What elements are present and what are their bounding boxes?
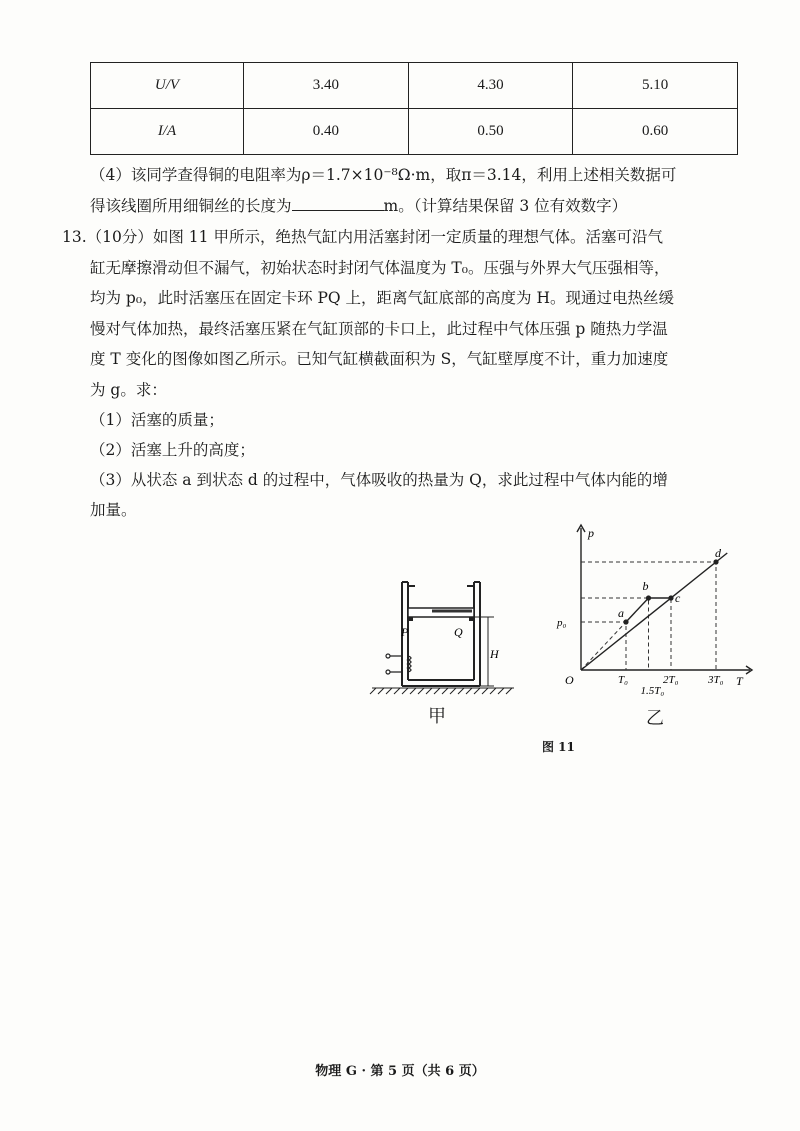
segment-origin-a (581, 622, 626, 670)
label-h: H (490, 647, 499, 661)
caption-jia: 甲 (428, 706, 446, 727)
point-label-d: d (715, 546, 721, 560)
q12-line2-post: m。（计算结果保留 3 位有效数字） (383, 197, 628, 215)
p-t-chart (555, 520, 760, 705)
q13-line: 13.（10分）如图 11 甲所示，绝热气缸内用活塞封闭一定质量的理想气体。活塞可沿气 (62, 228, 663, 246)
stop-q (469, 617, 474, 621)
y-axis-label: p (588, 526, 594, 540)
q12-part4-line1: （4）该同学查得铜的电阻率为ρ＝1.7×10⁻⁸Ω·m，取π＝3.14，利用上述相关数据可 (90, 166, 677, 184)
table-cell: 0.50 (408, 109, 573, 155)
q13-sub-1: （1）活塞的质量； (90, 411, 224, 429)
isochoric-line (581, 553, 727, 670)
q13-sub-3-cont: 加量。 (90, 501, 137, 519)
label-q: Q (454, 625, 463, 639)
table-row (91, 109, 738, 155)
label-p: P (401, 625, 409, 639)
table-cell: 0.60 (573, 109, 738, 155)
row-label: U/V (91, 63, 244, 109)
q13-sub-2: （2）活塞上升的高度； (90, 441, 255, 459)
q12-line2-pre: 得该线圈所用细铜丝的长度为 (90, 197, 292, 215)
ground-hatch (370, 688, 514, 694)
point-d (713, 559, 718, 564)
point-b (646, 595, 651, 600)
measurement-table (90, 62, 738, 155)
cylinder-diagram (368, 570, 518, 695)
q13-line: 慢对气体加热，最终活塞压紧在气缸顶部的卡口上，此过程中气体压强 p 随热力学温 (90, 320, 668, 338)
stop-p (408, 617, 413, 621)
q13-line: 均为 p₀，此时活塞压在固定卡环 PQ 上，距离气缸底部的高度为 H。现通过电热丝缓 (90, 289, 674, 307)
table-row (91, 63, 738, 109)
q12-part4-line2 (90, 198, 627, 215)
page-footer: 物理 G · 第 5 页（共 6 页） (315, 1064, 485, 1079)
x-tick-label: T₀ (618, 674, 628, 686)
point-label-b: b (642, 579, 649, 593)
point-label-a: a (618, 606, 624, 620)
figure-caption: 图 11 (542, 740, 575, 754)
piston-mass-strip (432, 610, 472, 613)
answer-blank (292, 198, 384, 211)
point-a (623, 619, 628, 624)
caption-yi: 乙 (646, 708, 664, 729)
cylinder-right-wall (474, 582, 480, 686)
cylinder-bottom (402, 680, 480, 686)
point-c (668, 595, 673, 600)
table-cell: 4.30 (408, 63, 573, 109)
q13-line: 为 g。求： (90, 381, 167, 399)
x-axis-label: T (736, 674, 743, 688)
q13-line: 度 T 变化的图像如图乙所示。已知气缸横截面积为 S，气缸壁厚度不计，重力加速度 (90, 350, 669, 368)
origin-label: O (565, 673, 574, 687)
table-cell: 3.40 (244, 63, 409, 109)
x-tick-label: 2T₀ (663, 674, 679, 686)
q13-sub-3: （3）从状态 a 到状态 d 的过程中，气体吸收的热量为 Q，求此过程中气体内能的增 (90, 471, 668, 489)
row-label: I/A (91, 109, 244, 155)
point-label-c: c (675, 591, 681, 605)
x-tick-label: 1.5T₀ (640, 685, 665, 697)
x-tick-label: 3T₀ (708, 674, 724, 686)
table-cell: 0.40 (244, 109, 409, 155)
table-cell: 5.10 (573, 63, 738, 109)
q13-line: 缸无摩擦滑动但不漏气，初始状态时封闭气体温度为 T₀。压强与外界大气压强相等， (90, 259, 670, 277)
y-tick-label: p₀ (557, 617, 567, 629)
